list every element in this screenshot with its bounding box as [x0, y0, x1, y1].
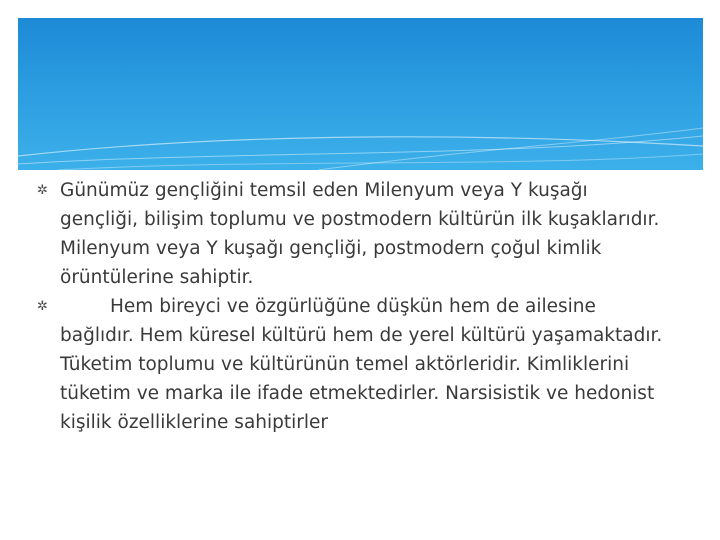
decorative-swoosh: [18, 18, 703, 170]
bullet-text-1: Günümüz gençliğini temsil eden Milenyum veya Y kuşağı gençliği, bilişim toplumu ve postmodern kültürün ilk kuşaklarıdır. Milenyum veya Y kuşağı gençliği, postmodern çoğul kimlik örüntülerine sahiptir.: [60, 180, 660, 288]
bullet-item-2: [30, 292, 670, 437]
bullet-list: [30, 176, 670, 437]
asterisk-bullet-icon: ✲: [37, 299, 48, 314]
bullet-text-2: Hem bireyci ve özgürlüğüne düşkün hem de ailesine bağlıdır. Hem küresel kültürü hem de yerel kültürü yaşamaktadır. Tüketim toplumu ve kültürünün temel aktörleridir. Kimliklerini tüketim ve marka ile ifade etmektedirler. Narsisistik ve hedonist kişilik özelliklerine sahiptirler: [60, 296, 663, 433]
asterisk-bullet-icon: ✲: [37, 183, 48, 198]
header-band: [18, 18, 703, 170]
bullet-item-1: [30, 176, 670, 292]
